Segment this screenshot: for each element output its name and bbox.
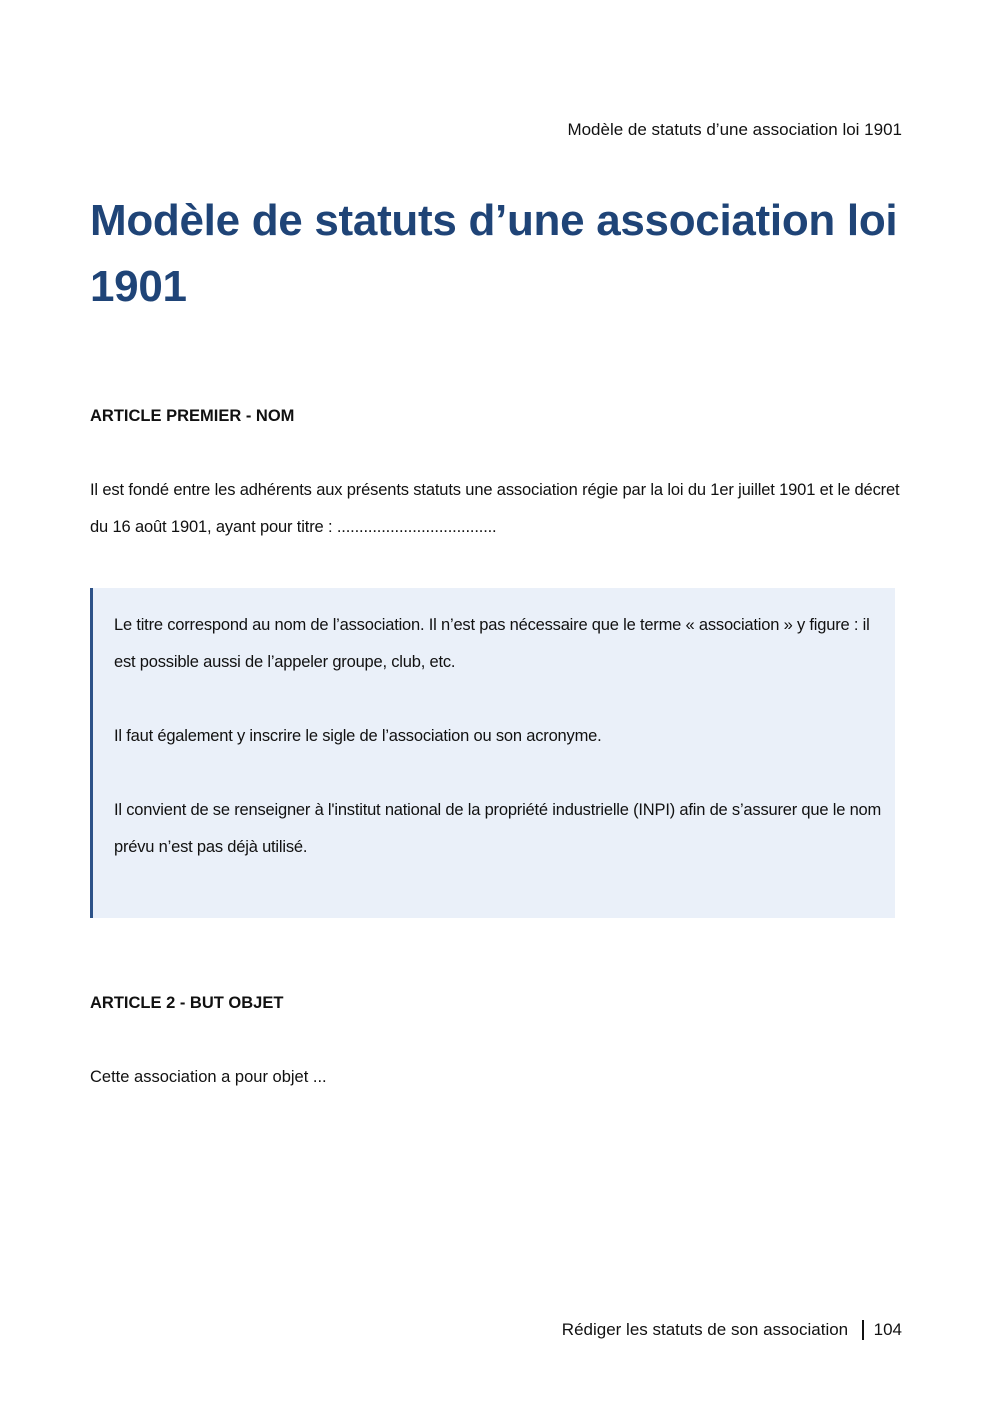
running-footer [562, 1319, 902, 1341]
note-box [90, 588, 895, 918]
note-paragraph-2: Il faut également y inscrire le sigle de l’association ou son acronyme. [114, 727, 602, 745]
article-2-heading: ARTICLE 2 - BUT OBJET [90, 994, 284, 1012]
article-1-heading: ARTICLE PREMIER - NOM [90, 407, 295, 425]
article-1-body: Il est fondé entre les adhérents aux présents statuts une association régie par la loi du 1er juillet 1901 et le décret du 16 août 1901, ayant pour titre : .................................... [90, 481, 900, 536]
footer-text: Rédiger les statuts de son association [561, 1320, 849, 1339]
footer-separator [862, 1320, 864, 1340]
article-2-body: Cette association a pour objet ... [90, 1068, 327, 1086]
note-paragraph-3: Il convient de se renseigner à l'institut national de la propriété industrielle (INPI) afin de s’assurer que le nom prévu n’est pas déjà utilisé. [114, 801, 882, 856]
running-header: Modèle de statuts d’une association loi 1901 [567, 120, 902, 139]
page-title: Modèle de statuts d’une association loi 1901 [90, 196, 898, 311]
note-paragraph-1: Le titre correspond au nom de l’association. Il n’est pas nécessaire que le terme « association » y figure : il est possible aussi de l’appeler groupe, club, etc. [114, 616, 870, 671]
page-number: 104 [873, 1320, 902, 1339]
